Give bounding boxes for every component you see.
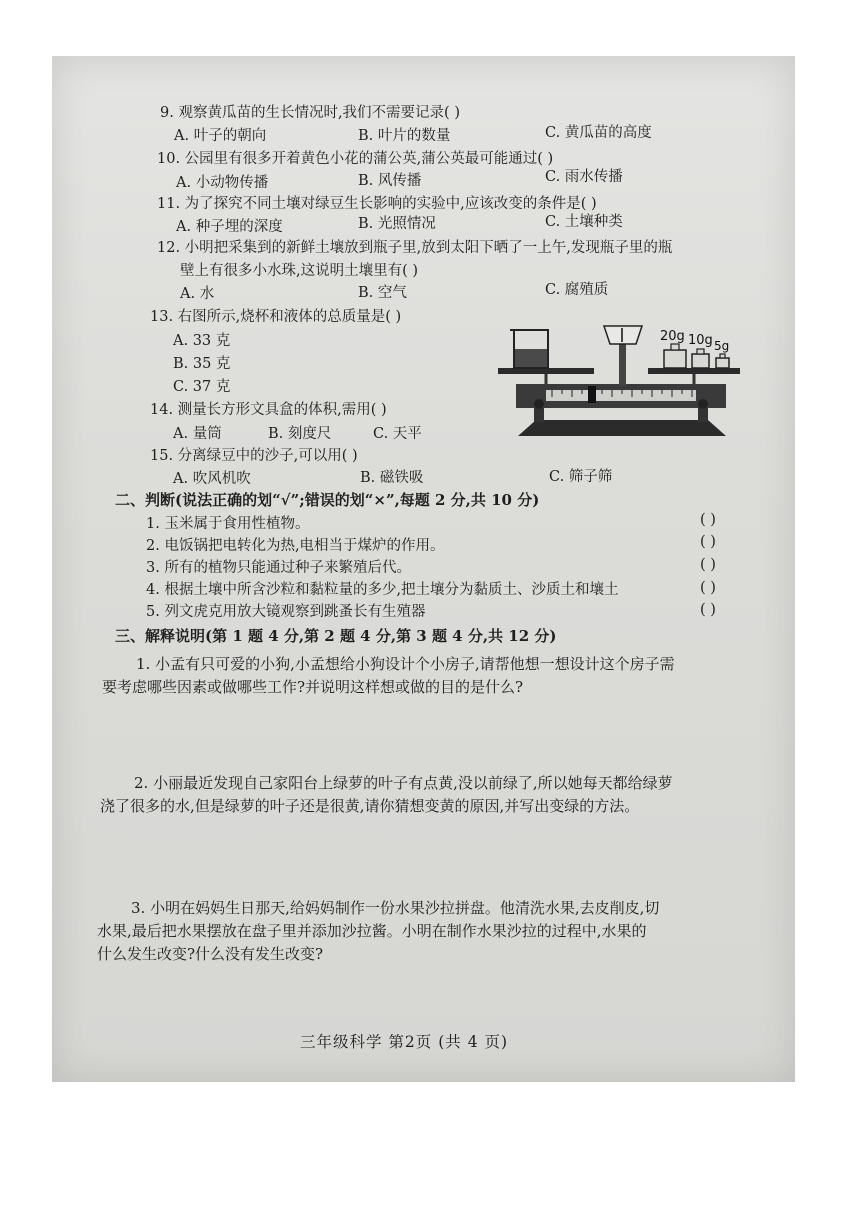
q3-2-line2: 浇了很多的水,但是绿萝的叶子还是很黄,请你猜想变黄的原因,并写出变绿的方法。	[100, 797, 640, 815]
q10-option-b: B. 风传播	[358, 173, 422, 189]
q13-option-c: C. 37 克	[173, 379, 231, 395]
weight-20g-label: 20g	[660, 329, 685, 344]
judge-answer-4[interactable]: ( )	[700, 580, 716, 596]
q11-option-c: C. 土壤种类	[545, 214, 623, 230]
q3-1-line1: 1. 小孟有只可爱的小狗,小孟想给小狗设计个小房子,请帮他想一想设计这个房子需	[136, 655, 675, 673]
judge-item-4: 4. 根据土壤中所含沙粒和黏粒量的多少,把土壤分为黏质土、沙质土和壤土	[146, 582, 619, 598]
weight-10g	[692, 354, 709, 368]
judge-answer-3[interactable]: ( )	[700, 557, 716, 573]
q12-option-c: C. 腐殖质	[545, 282, 609, 298]
q15-option-b: B. 磁铁吸	[360, 470, 424, 486]
q9-option-a: A. 叶子的朝向	[174, 128, 267, 144]
page-footer: 三年级科学 第2页 (共 4 页)	[300, 1033, 509, 1051]
weight-5g-label: 5g	[714, 339, 730, 353]
balance-rider	[588, 386, 596, 403]
q15-option-c: C. 筛子筛	[549, 469, 613, 485]
q10-stem: 10. 公园里有很多开着黄色小花的蒲公英,蒲公英最可能通过( )	[157, 151, 554, 167]
q14-stem: 14. 测量长方形文具盒的体积,需用( )	[150, 402, 387, 418]
q12-option-a: A. 水	[180, 286, 215, 302]
judge-answer-1[interactable]: ( )	[700, 512, 716, 528]
judge-item-5: 5. 列文虎克用放大镜观察到跳蚤长有生殖器	[146, 604, 426, 620]
q14-option-a: A. 量筒	[173, 426, 222, 442]
judge-item-3: 3. 所有的植物只能通过种子来繁殖后代。	[146, 560, 411, 576]
q12-stem-line1: 12. 小明把采集到的新鲜土壤放到瓶子里,放到太阳下晒了一上午,发现瓶子里的瓶	[157, 240, 673, 256]
weight-5g	[716, 358, 729, 368]
q12-stem-line2: 壁上有很多小水珠,这说明土壤里有( )	[180, 263, 419, 279]
q14-option-c: C. 天平	[373, 426, 422, 442]
q13-stem: 13. 右图所示,烧杯和液体的总质量是( )	[150, 309, 402, 325]
q11-option-a: A. 种子埋的深度	[176, 219, 283, 235]
balance-base	[518, 420, 726, 436]
beaker-liquid	[515, 349, 547, 367]
q14-option-b: B. 刻度尺	[268, 426, 332, 442]
judge-answer-2[interactable]: ( )	[700, 534, 716, 550]
q13-option-b: B. 35 克	[173, 356, 231, 372]
q15-stem: 15. 分离绿豆中的沙子,可以用( )	[150, 448, 358, 464]
judge-item-1: 1. 玉米属于食用性植物。	[146, 516, 310, 532]
weight-20g	[664, 350, 686, 368]
weight-10g-label: 10g	[688, 333, 713, 348]
q3-1-line2: 要考虑哪些因素或做哪些工作?并说明这样想或做的目的是什么?	[102, 678, 524, 696]
balance-dial	[604, 326, 642, 344]
judge-answer-5[interactable]: ( )	[700, 602, 716, 618]
section3-title: 三、解释说明(第 1 题 4 分,第 2 题 4 分,第 3 题 4 分,共 12 分)	[115, 627, 557, 645]
q11-option-b: B. 光照情况	[358, 216, 436, 232]
q10-option-a: A. 小动物传播	[176, 175, 269, 191]
right-pan	[648, 368, 740, 374]
q3-2-line1: 2. 小丽最近发现自己家阳台上绿萝的叶子有点黄,没以前绿了,所以她每天都给绿萝	[134, 774, 673, 792]
q11-stem: 11. 为了探究不同土壤对绿豆生长影响的实验中,应该改变的条件是( )	[157, 196, 597, 212]
q3-3-line1: 3. 小明在妈妈生日那天,给妈妈制作一份水果沙拉拼盘。他清洗水果,去皮削皮,切	[131, 899, 660, 917]
q3-3-line3: 什么发生改变?什么没有发生改变?	[97, 945, 324, 963]
balance-scale-figure	[496, 322, 746, 444]
balance-scale-ruler	[546, 390, 696, 401]
q9-option-b: B. 叶片的数量	[358, 128, 451, 144]
judge-item-2: 2. 电饭锅把电转化为热,电相当于煤炉的作用。	[146, 538, 445, 554]
q12-option-b: B. 空气	[358, 285, 407, 301]
q9-option-c: C. 黄瓜苗的高度	[545, 125, 652, 141]
q3-3-line2: 水果,最后把水果摆放在盘子里并添加沙拉酱。小明在制作水果沙拉的过程中,水果的	[97, 922, 647, 940]
q9-stem: 9. 观察黄瓜苗的生长情况时,我们不需要记录( )	[160, 105, 460, 121]
q15-option-a: A. 吹风机吹	[173, 471, 251, 487]
section2-title: 二、判断(说法正确的划“√”;错误的划“×”,每题 2 分,共 10 分)	[115, 491, 540, 509]
q10-option-c: C. 雨水传播	[545, 169, 623, 185]
q13-option-a: A. 33 克	[173, 333, 231, 349]
